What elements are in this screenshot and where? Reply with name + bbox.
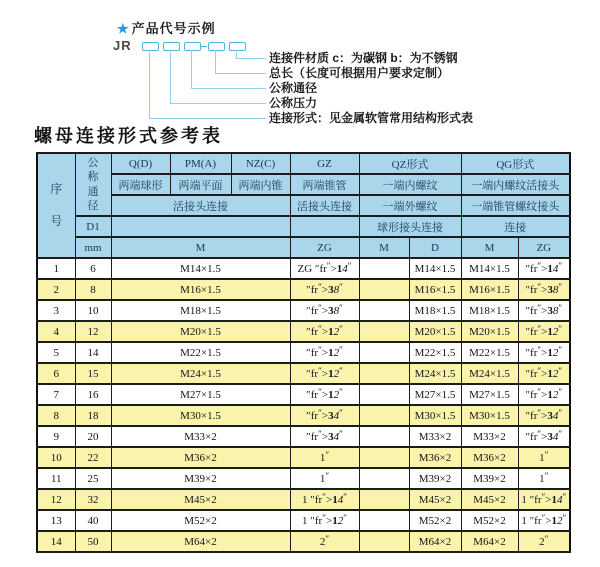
cell-qz-d: M39×2: [409, 468, 461, 489]
header-desc-pma: 两端平面: [170, 174, 231, 195]
header-blank: [290, 216, 359, 237]
cell-qz-m: [359, 321, 409, 342]
connector-line: [215, 73, 266, 74]
cell-qg-zg: 1 ″fr″>14″: [518, 489, 570, 510]
header-desc-nzc: 两端内锥: [231, 174, 290, 195]
table-row: [37, 363, 570, 384]
connector-line: [170, 103, 266, 104]
cell-serial: 13: [37, 510, 75, 531]
cell-qz-m: [359, 531, 409, 552]
cell-thread-m: M24×1.5: [111, 363, 290, 384]
table-row: [37, 405, 570, 426]
code-box: [184, 42, 201, 51]
table-row: [37, 489, 570, 510]
table-body: [37, 258, 570, 552]
cell-thread-m: M36×2: [111, 447, 290, 468]
cell-qg-m: M33×2: [461, 426, 518, 447]
cell-qz-m: [359, 426, 409, 447]
diagram-label-material: 连接件材质 c：为碳钢 b：为不锈钢: [269, 51, 458, 65]
header-conn-union: 活接头连接: [111, 195, 290, 216]
header-conn-union-gz: 活接头连接: [290, 195, 359, 216]
cell-qz-m: [359, 447, 409, 468]
table-row: [37, 342, 570, 363]
cell-dn: 18: [75, 405, 111, 426]
cell-gz: ZG ″fr″>14″: [290, 258, 359, 279]
cell-qg-m: M18×1.5: [461, 300, 518, 321]
cell-qg-zg: ″fr″>14″: [518, 258, 570, 279]
header-qz-d: D: [409, 237, 461, 258]
table-row: [37, 258, 570, 279]
cell-qg-m: M20×1.5: [461, 321, 518, 342]
cell-qz-d: M30×1.5: [409, 405, 461, 426]
header-thread-m: M: [111, 237, 290, 258]
cell-serial: 10: [37, 447, 75, 468]
header-group-pma: PM(A): [170, 153, 231, 174]
cell-serial: 4: [37, 321, 75, 342]
cell-qg-zg: ″fr″>34″: [518, 426, 570, 447]
cell-qz-d: M27×1.5: [409, 384, 461, 405]
cell-serial: 2: [37, 279, 75, 300]
header-group-nzc: NZ(C): [231, 153, 290, 174]
code-box: [142, 42, 159, 51]
header-blank: [111, 216, 290, 237]
header-nominal-diameter: [75, 153, 111, 216]
code-box: [229, 42, 246, 51]
code-prefix: JR: [113, 38, 132, 53]
header-mm: mm: [75, 237, 111, 258]
cell-thread-m: M33×2: [111, 426, 290, 447]
table-row: [37, 384, 570, 405]
cell-qz-m: [359, 279, 409, 300]
table-row: [37, 300, 570, 321]
cell-qg-zg: ″fr″>38″: [518, 279, 570, 300]
cell-serial: 14: [37, 531, 75, 552]
cell-gz: ″fr″>34″: [290, 426, 359, 447]
table-title: 螺母连接形式参考表: [34, 126, 223, 147]
cell-dn: 15: [75, 363, 111, 384]
cell-gz: ″fr″>38″: [290, 279, 359, 300]
cell-dn: 50: [75, 531, 111, 552]
cell-qg-m: M45×2: [461, 489, 518, 510]
cell-qz-m: [359, 468, 409, 489]
cell-qg-zg: ″fr″>38″: [518, 300, 570, 321]
connector-line: [149, 118, 266, 119]
cell-qz-m: [359, 405, 409, 426]
code-dash: [201, 46, 207, 47]
cell-thread-m: M39×2: [111, 468, 290, 489]
cell-serial: 1: [37, 258, 75, 279]
cell-qg-m: M22×1.5: [461, 342, 518, 363]
cell-serial: 12: [37, 489, 75, 510]
header-nominal-diameter-label: 公称通径: [87, 156, 99, 212]
cell-dn: 14: [75, 342, 111, 363]
cell-qg-m: M52×2: [461, 510, 518, 531]
header-ball-joint: 球形接头连接: [359, 216, 461, 237]
header-conn-qg: 一端锥管螺纹接头: [461, 195, 570, 216]
header-desc-gz: 两端锥管: [290, 174, 359, 195]
cell-qg-zg: 1″: [518, 447, 570, 468]
code-box: [163, 42, 180, 51]
cell-qg-zg: ″fr″>34″: [518, 405, 570, 426]
connector-line: [236, 58, 266, 59]
cell-qg-zg: ″fr″>12″: [518, 363, 570, 384]
cell-dn: 20: [75, 426, 111, 447]
header-d1: D1: [75, 216, 111, 237]
cell-qg-zg: 1″: [518, 468, 570, 489]
connector-line: [215, 50, 216, 73]
cell-gz: ″fr″>12″: [290, 342, 359, 363]
connector-line: [236, 50, 237, 58]
table-header: [37, 153, 570, 258]
cell-qz-m: [359, 510, 409, 531]
cell-gz: 2″: [290, 531, 359, 552]
cell-dn: 40: [75, 510, 111, 531]
cell-thread-m: M18×1.5: [111, 300, 290, 321]
cell-qg-zg: 2″: [518, 531, 570, 552]
cell-qz-m: [359, 342, 409, 363]
diagram-label-conn-form: 连接形式：见金属软管常用结构形式表: [269, 111, 474, 125]
cell-gz: 1 ″fr″>12″: [290, 510, 359, 531]
cell-qg-zg: 1 ″fr″>12″: [518, 510, 570, 531]
header-desc-qg: 一端内螺纹活接头: [461, 174, 570, 195]
cell-gz: 1 ″fr″>14″: [290, 489, 359, 510]
cell-qz-m: [359, 363, 409, 384]
cell-gz: ″fr″>38″: [290, 300, 359, 321]
cell-gz: ″fr″>12″: [290, 321, 359, 342]
cell-thread-m: M16×1.5: [111, 279, 290, 300]
cell-gz: ″fr″>12″: [290, 384, 359, 405]
header-qz-m: M: [359, 237, 409, 258]
cell-qg-m: M36×2: [461, 447, 518, 468]
cell-qg-zg: ″fr″>12″: [518, 342, 570, 363]
cell-serial: 7: [37, 384, 75, 405]
connector-line: [191, 88, 266, 89]
cell-gz: ″fr″>12″: [290, 363, 359, 384]
cell-qz-m: [359, 384, 409, 405]
cell-dn: 6: [75, 258, 111, 279]
cell-thread-m: M20×1.5: [111, 321, 290, 342]
cell-dn: 8: [75, 279, 111, 300]
cell-qz-d: M36×2: [409, 447, 461, 468]
cell-thread-m: M27×1.5: [111, 384, 290, 405]
cell-dn: 32: [75, 489, 111, 510]
cell-dn: 16: [75, 384, 111, 405]
cell-qz-d: M33×2: [409, 426, 461, 447]
cell-dn: 25: [75, 468, 111, 489]
connector-line: [149, 50, 150, 118]
cell-serial: 11: [37, 468, 75, 489]
cell-qg-m: M14×1.5: [461, 258, 518, 279]
cell-qg-m: M39×2: [461, 468, 518, 489]
cell-qz-d: M16×1.5: [409, 279, 461, 300]
cell-qz-m: [359, 300, 409, 321]
cell-qz-d: M14×1.5: [409, 258, 461, 279]
table-row: [37, 468, 570, 489]
cell-gz: 1″: [290, 468, 359, 489]
cell-dn: 10: [75, 300, 111, 321]
table-row: [37, 531, 570, 552]
cell-qg-zg: ″fr″>12″: [518, 321, 570, 342]
cell-qg-zg: ″fr″>12″: [518, 384, 570, 405]
diagram-label-diameter: 公称通径: [269, 81, 318, 95]
cell-serial: 5: [37, 342, 75, 363]
diagram-label-pressure: 公称压力: [269, 96, 318, 110]
cell-thread-m: M14×1.5: [111, 258, 290, 279]
cell-qz-m: [359, 489, 409, 510]
cell-thread-m: M30×1.5: [111, 405, 290, 426]
cell-thread-m: M45×2: [111, 489, 290, 510]
cell-qz-d: M22×1.5: [409, 342, 461, 363]
cell-serial: 9: [37, 426, 75, 447]
cell-qg-m: M64×2: [461, 531, 518, 552]
nut-connection-table: [36, 152, 571, 553]
cell-serial: 8: [37, 405, 75, 426]
table-row: [37, 321, 570, 342]
cell-qg-m: M24×1.5: [461, 363, 518, 384]
header-qg-zg: ZG: [518, 237, 570, 258]
table-row: [37, 447, 570, 468]
code-box: [208, 42, 225, 51]
cell-thread-m: M22×1.5: [111, 342, 290, 363]
cell-qz-d: M18×1.5: [409, 300, 461, 321]
cell-qg-m: M16×1.5: [461, 279, 518, 300]
cell-dn: 12: [75, 321, 111, 342]
connector-line: [170, 50, 171, 103]
header-group-qd: Q(D): [111, 153, 170, 174]
table-row: [37, 279, 570, 300]
cell-qz-m: [359, 258, 409, 279]
cell-qg-m: M27×1.5: [461, 384, 518, 405]
table-row: [37, 426, 570, 447]
header-conn-qz: 一端外螺纹: [359, 195, 461, 216]
cell-serial: 3: [37, 300, 75, 321]
connector-line: [191, 50, 192, 88]
header-group-gz: GZ: [290, 153, 359, 174]
cell-qz-d: M52×2: [409, 510, 461, 531]
cell-qz-d: M45×2: [409, 489, 461, 510]
header-serial: [37, 153, 75, 258]
header-desc-qz: 一端内螺纹: [359, 174, 461, 195]
cell-qg-m: M30×1.5: [461, 405, 518, 426]
cell-dn: 22: [75, 447, 111, 468]
header-group-qg: QG形式: [461, 153, 570, 174]
cell-serial: 6: [37, 363, 75, 384]
cell-gz: 1″: [290, 447, 359, 468]
table-row: [37, 510, 570, 531]
diagram-label-length: 总长（长度可根据用户要求定制）: [269, 66, 450, 80]
header-qg-m: M: [461, 237, 518, 258]
header-connect: 连接: [461, 216, 570, 237]
header-group-qz: QZ形式: [359, 153, 461, 174]
header-serial-label: 序号: [50, 182, 63, 228]
header-desc-qd: 两端球形: [111, 174, 170, 195]
cell-thread-m: M64×2: [111, 531, 290, 552]
cell-qz-d: M20×1.5: [409, 321, 461, 342]
cell-gz: ″fr″>34″: [290, 405, 359, 426]
star-icon: ★: [117, 21, 130, 36]
diagram-title-text: 产品代号示例: [131, 21, 216, 36]
diagram-title: [117, 18, 216, 37]
cell-qz-d: M24×1.5: [409, 363, 461, 384]
cell-thread-m: M52×2: [111, 510, 290, 531]
header-thread-zg: ZG: [290, 237, 359, 258]
cell-qz-d: M64×2: [409, 531, 461, 552]
